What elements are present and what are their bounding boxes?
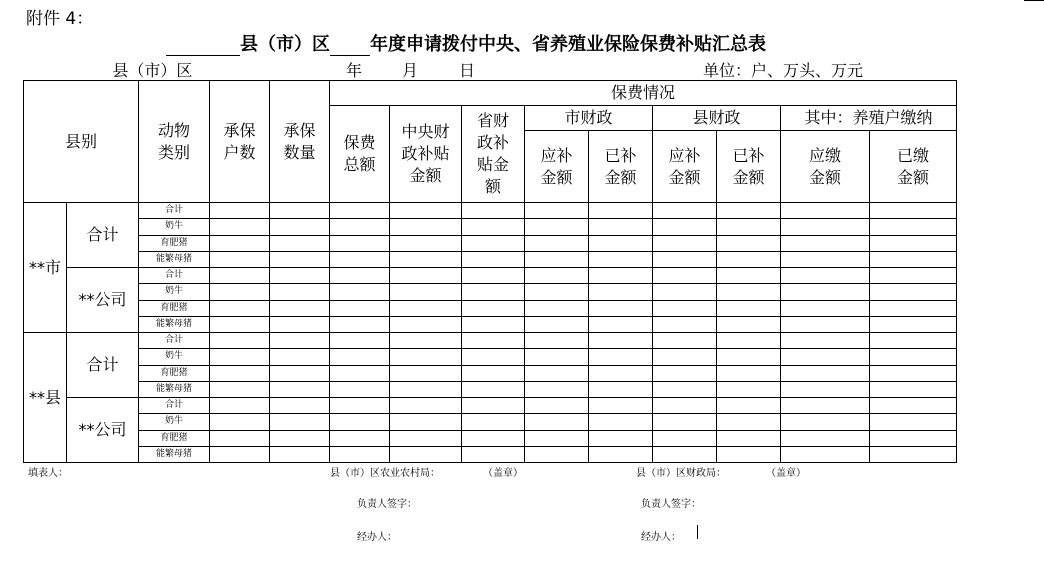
- data-cell[interactable]: [525, 398, 589, 414]
- data-cell[interactable]: [270, 349, 330, 365]
- data-cell[interactable]: [390, 219, 462, 235]
- data-cell[interactable]: [717, 381, 781, 397]
- data-cell[interactable]: [870, 398, 957, 414]
- header-central-subsidy: 中央财政补贴金额: [390, 106, 462, 203]
- data-cell[interactable]: [589, 284, 653, 300]
- animal-type-cell: 奶牛: [139, 414, 210, 430]
- footer-finance-bureau: 县（市）区财政局：: [636, 468, 726, 479]
- table-row: [24, 430, 957, 446]
- footer-responsible-2: 负责人签字：: [641, 499, 701, 510]
- data-cell[interactable]: [525, 446, 589, 462]
- data-cell[interactable]: [717, 333, 781, 349]
- data-cell[interactable]: [717, 203, 781, 219]
- title-text: 年度申请拨付中央、省养殖业保险保费补贴汇总表: [370, 34, 766, 55]
- data-cell[interactable]: [589, 333, 653, 349]
- data-cell[interactable]: [653, 268, 717, 284]
- data-cell[interactable]: [781, 333, 870, 349]
- animal-type-cell: 合计: [139, 333, 210, 349]
- header-farmer-payment: 其中：养殖户缴纳: [781, 106, 957, 131]
- table-row: [24, 398, 957, 414]
- data-cell[interactable]: [210, 349, 270, 365]
- animal-type-cell: 育肥猪: [139, 235, 210, 251]
- data-cell[interactable]: [270, 235, 330, 251]
- animal-type-cell: 育肥猪: [139, 300, 210, 316]
- data-cell[interactable]: [270, 268, 330, 284]
- data-cell[interactable]: [589, 430, 653, 446]
- data-cell[interactable]: [589, 235, 653, 251]
- header-premium-status: 保费情况: [330, 81, 957, 106]
- county-name-blank[interactable]: [28, 62, 92, 81]
- animal-type-cell: 合计: [139, 203, 210, 219]
- data-cell[interactable]: [462, 235, 525, 251]
- data-cell[interactable]: [589, 446, 653, 462]
- footer-filler: 填表人：: [28, 468, 68, 479]
- title-year-blank[interactable]: [166, 37, 240, 56]
- table-row: [24, 446, 957, 462]
- data-cell[interactable]: [525, 203, 589, 219]
- data-cell[interactable]: [330, 251, 390, 267]
- data-cell[interactable]: [525, 430, 589, 446]
- data-cell[interactable]: [462, 381, 525, 397]
- data-cell[interactable]: [717, 300, 781, 316]
- data-cell[interactable]: [462, 203, 525, 219]
- data-cell[interactable]: [210, 365, 270, 381]
- data-cell[interactable]: [717, 316, 781, 332]
- data-cell[interactable]: [330, 333, 390, 349]
- data-cell[interactable]: [781, 349, 870, 365]
- data-cell[interactable]: [589, 398, 653, 414]
- data-cell[interactable]: [870, 251, 957, 267]
- data-cell[interactable]: [462, 349, 525, 365]
- title-county: 县（市）区: [240, 34, 330, 55]
- data-cell[interactable]: [653, 284, 717, 300]
- data-cell[interactable]: [330, 284, 390, 300]
- data-cell[interactable]: [390, 398, 462, 414]
- data-cell[interactable]: [653, 398, 717, 414]
- header-city-paid: 已补金额: [589, 131, 653, 203]
- animal-type-cell: 合计: [139, 398, 210, 414]
- table-row: [24, 414, 957, 430]
- date-month: 月: [402, 61, 419, 80]
- data-cell[interactable]: [870, 430, 957, 446]
- region-cell: **市: [24, 203, 67, 333]
- data-cell[interactable]: [717, 430, 781, 446]
- data-cell[interactable]: [653, 381, 717, 397]
- data-cell[interactable]: [270, 251, 330, 267]
- animal-type-cell: 育肥猪: [139, 365, 210, 381]
- unit-cell: 合计: [67, 333, 139, 398]
- data-cell[interactable]: [210, 430, 270, 446]
- data-cell[interactable]: [870, 203, 957, 219]
- data-cell[interactable]: [870, 284, 957, 300]
- data-cell[interactable]: [781, 446, 870, 462]
- animal-type-cell: 育肥猪: [139, 430, 210, 446]
- data-cell[interactable]: [589, 316, 653, 332]
- header-insured-quantity: 承保数量: [270, 81, 330, 203]
- data-cell[interactable]: [781, 284, 870, 300]
- data-cell[interactable]: [462, 398, 525, 414]
- header-farmer-paid: 已缴金额: [870, 131, 957, 203]
- data-cell[interactable]: [462, 414, 525, 430]
- unit-label: 单位：户、万头、万元: [703, 61, 864, 80]
- data-cell[interactable]: [589, 268, 653, 284]
- header-city-finance: 市财政: [525, 106, 653, 131]
- data-cell[interactable]: [653, 300, 717, 316]
- county-label: 县（市）区: [112, 61, 193, 80]
- data-cell[interactable]: [781, 251, 870, 267]
- data-cell[interactable]: [330, 365, 390, 381]
- data-cell[interactable]: [462, 268, 525, 284]
- data-cell[interactable]: [270, 446, 330, 462]
- data-cell[interactable]: [210, 398, 270, 414]
- data-cell[interactable]: [462, 316, 525, 332]
- data-cell[interactable]: [589, 365, 653, 381]
- data-cell[interactable]: [870, 365, 957, 381]
- data-cell[interactable]: [653, 251, 717, 267]
- data-cell[interactable]: [717, 235, 781, 251]
- data-cell[interactable]: [717, 251, 781, 267]
- animal-type-cell: 合计: [139, 268, 210, 284]
- data-cell[interactable]: [525, 381, 589, 397]
- data-cell[interactable]: [330, 349, 390, 365]
- data-cell[interactable]: [390, 316, 462, 332]
- data-cell[interactable]: [390, 203, 462, 219]
- region-cell: **县: [24, 333, 67, 463]
- header-city-due: 应补金额: [525, 131, 589, 203]
- header-premium-total: 保费总额: [330, 106, 390, 203]
- data-cell[interactable]: [781, 235, 870, 251]
- animal-type-cell: 能繁母猪: [139, 446, 210, 462]
- data-cell[interactable]: [653, 349, 717, 365]
- data-cell[interactable]: [390, 235, 462, 251]
- attachment-label: 附件 4：: [26, 9, 94, 29]
- data-cell[interactable]: [525, 219, 589, 235]
- data-cell[interactable]: [210, 381, 270, 397]
- footer-agri-bureau: 县（市）区农业农村局：: [330, 468, 440, 479]
- data-cell[interactable]: [781, 316, 870, 332]
- data-cell[interactable]: [525, 365, 589, 381]
- data-cell[interactable]: [462, 446, 525, 462]
- date-day: 日: [459, 61, 476, 80]
- subsidy-summary-table: [23, 80, 957, 463]
- data-cell[interactable]: [870, 235, 957, 251]
- data-cell[interactable]: [330, 235, 390, 251]
- data-cell[interactable]: [870, 446, 957, 462]
- data-cell[interactable]: [653, 203, 717, 219]
- data-cell[interactable]: [462, 430, 525, 446]
- data-cell[interactable]: [653, 446, 717, 462]
- table-row: [24, 300, 957, 316]
- data-cell[interactable]: [210, 268, 270, 284]
- data-cell[interactable]: [390, 430, 462, 446]
- data-cell[interactable]: [390, 414, 462, 430]
- header-county-finance: 县财政: [653, 106, 781, 131]
- data-cell[interactable]: [462, 284, 525, 300]
- data-cell[interactable]: [589, 349, 653, 365]
- data-cell[interactable]: [781, 381, 870, 397]
- data-cell[interactable]: [589, 203, 653, 219]
- data-cell[interactable]: [717, 349, 781, 365]
- data-cell[interactable]: [589, 414, 653, 430]
- data-cell[interactable]: [870, 219, 957, 235]
- data-cell[interactable]: [589, 219, 653, 235]
- footer-handler-1: 经办人：: [357, 532, 397, 543]
- date-year: 年: [346, 61, 363, 80]
- data-cell[interactable]: [330, 446, 390, 462]
- data-cell[interactable]: [717, 284, 781, 300]
- data-cell[interactable]: [330, 219, 390, 235]
- data-cell[interactable]: [390, 446, 462, 462]
- data-cell[interactable]: [210, 203, 270, 219]
- data-cell[interactable]: [717, 414, 781, 430]
- data-cell[interactable]: [210, 251, 270, 267]
- table-row: [24, 251, 957, 267]
- data-cell[interactable]: [390, 333, 462, 349]
- data-cell[interactable]: [525, 300, 589, 316]
- unit-cell: **公司: [67, 398, 139, 463]
- data-cell[interactable]: [462, 300, 525, 316]
- animal-type-cell: 奶牛: [139, 349, 210, 365]
- data-cell[interactable]: [210, 219, 270, 235]
- unit-cell: 合计: [67, 203, 139, 268]
- footer-seal-1: （盖章）: [483, 468, 523, 479]
- data-cell[interactable]: [525, 235, 589, 251]
- data-cell[interactable]: [270, 219, 330, 235]
- data-cell[interactable]: [870, 381, 957, 397]
- data-cell[interactable]: [717, 365, 781, 381]
- data-cell[interactable]: [525, 349, 589, 365]
- data-cell[interactable]: [525, 414, 589, 430]
- data-cell[interactable]: [270, 203, 330, 219]
- data-cell[interactable]: [870, 414, 957, 430]
- data-cell[interactable]: [717, 268, 781, 284]
- data-cell[interactable]: [210, 446, 270, 462]
- data-cell[interactable]: [717, 219, 781, 235]
- data-cell[interactable]: [653, 430, 717, 446]
- data-cell[interactable]: [270, 333, 330, 349]
- animal-type-cell: 能繁母猪: [139, 251, 210, 267]
- data-cell[interactable]: [270, 414, 330, 430]
- data-cell[interactable]: [210, 333, 270, 349]
- table-row: [24, 268, 957, 284]
- data-cell[interactable]: [462, 219, 525, 235]
- data-cell[interactable]: [330, 316, 390, 332]
- data-cell[interactable]: [653, 414, 717, 430]
- table-row: [24, 349, 957, 365]
- header-provincial-subsidy: 省财政补贴金额: [462, 106, 525, 203]
- data-cell[interactable]: [330, 300, 390, 316]
- data-cell[interactable]: [653, 333, 717, 349]
- data-cell[interactable]: [270, 381, 330, 397]
- data-cell[interactable]: [210, 300, 270, 316]
- data-cell[interactable]: [870, 300, 957, 316]
- data-cell[interactable]: [390, 251, 462, 267]
- data-cell[interactable]: [781, 414, 870, 430]
- data-cell[interactable]: [653, 316, 717, 332]
- data-cell[interactable]: [330, 430, 390, 446]
- data-cell[interactable]: [210, 235, 270, 251]
- data-cell[interactable]: [390, 268, 462, 284]
- data-cell[interactable]: [525, 333, 589, 349]
- data-cell[interactable]: [330, 381, 390, 397]
- data-cell[interactable]: [210, 316, 270, 332]
- header-farmer-due: 应缴金额: [781, 131, 870, 203]
- county-line: [28, 58, 192, 81]
- header-animal-type: 动物类别: [139, 81, 210, 203]
- data-cell[interactable]: [525, 284, 589, 300]
- data-cell[interactable]: [870, 268, 957, 284]
- data-cell[interactable]: [781, 203, 870, 219]
- data-cell[interactable]: [462, 251, 525, 267]
- header-county: 县别: [24, 81, 139, 203]
- data-cell[interactable]: [330, 203, 390, 219]
- data-cell[interactable]: [390, 349, 462, 365]
- data-cell[interactable]: [330, 398, 390, 414]
- data-cell[interactable]: [390, 381, 462, 397]
- header-county-due: 应补金额: [653, 131, 717, 203]
- data-cell[interactable]: [589, 300, 653, 316]
- animal-type-cell: 能繁母猪: [139, 316, 210, 332]
- data-cell[interactable]: [330, 414, 390, 430]
- data-cell[interactable]: [870, 349, 957, 365]
- footer-seal-2: （盖章）: [766, 468, 806, 479]
- table-row: [24, 333, 957, 349]
- header-county-paid: 已补金额: [717, 131, 781, 203]
- data-cell[interactable]: [330, 268, 390, 284]
- data-cell[interactable]: [390, 284, 462, 300]
- footer-handler-2: 经办人：: [641, 532, 681, 543]
- data-cell[interactable]: [270, 316, 330, 332]
- animal-type-cell: 能繁母猪: [139, 381, 210, 397]
- footer-responsible-1: 负责人签字：: [357, 499, 417, 510]
- data-cell[interactable]: [589, 251, 653, 267]
- header-insured-households: 承保户数: [210, 81, 270, 203]
- table-row: [24, 316, 957, 332]
- data-cell[interactable]: [589, 381, 653, 397]
- data-cell[interactable]: [462, 365, 525, 381]
- data-cell[interactable]: [270, 398, 330, 414]
- table-row: [24, 203, 957, 219]
- data-cell[interactable]: [462, 333, 525, 349]
- data-cell[interactable]: [653, 235, 717, 251]
- data-cell[interactable]: [717, 398, 781, 414]
- corner-rule: [1024, 0, 1044, 1]
- table-row: [24, 284, 957, 300]
- table-row: [24, 219, 957, 235]
- page-title: [166, 30, 766, 56]
- table-row: [24, 381, 957, 397]
- data-cell[interactable]: [653, 219, 717, 235]
- data-cell[interactable]: [781, 219, 870, 235]
- title-county-blank[interactable]: [330, 37, 370, 56]
- unit-cell: **公司: [67, 268, 139, 333]
- data-cell[interactable]: [270, 365, 330, 381]
- data-cell[interactable]: [210, 284, 270, 300]
- data-cell[interactable]: [525, 268, 589, 284]
- data-cell[interactable]: [870, 333, 957, 349]
- data-cell[interactable]: [525, 316, 589, 332]
- animal-type-cell: 奶牛: [139, 219, 210, 235]
- table-row: [24, 365, 957, 381]
- data-cell[interactable]: [781, 268, 870, 284]
- data-cell[interactable]: [781, 398, 870, 414]
- data-cell[interactable]: [270, 300, 330, 316]
- animal-type-cell: 奶牛: [139, 284, 210, 300]
- data-cell[interactable]: [781, 300, 870, 316]
- data-cell[interactable]: [390, 365, 462, 381]
- table-row: [24, 235, 957, 251]
- data-cell[interactable]: [717, 446, 781, 462]
- data-cell[interactable]: [270, 284, 330, 300]
- data-cell[interactable]: [210, 414, 270, 430]
- data-cell[interactable]: [390, 300, 462, 316]
- data-cell[interactable]: [270, 430, 330, 446]
- data-cell[interactable]: [781, 430, 870, 446]
- data-cell[interactable]: [781, 365, 870, 381]
- data-cell[interactable]: [870, 316, 957, 332]
- text-cursor: [697, 525, 698, 539]
- data-cell[interactable]: [525, 251, 589, 267]
- data-cell[interactable]: [653, 365, 717, 381]
